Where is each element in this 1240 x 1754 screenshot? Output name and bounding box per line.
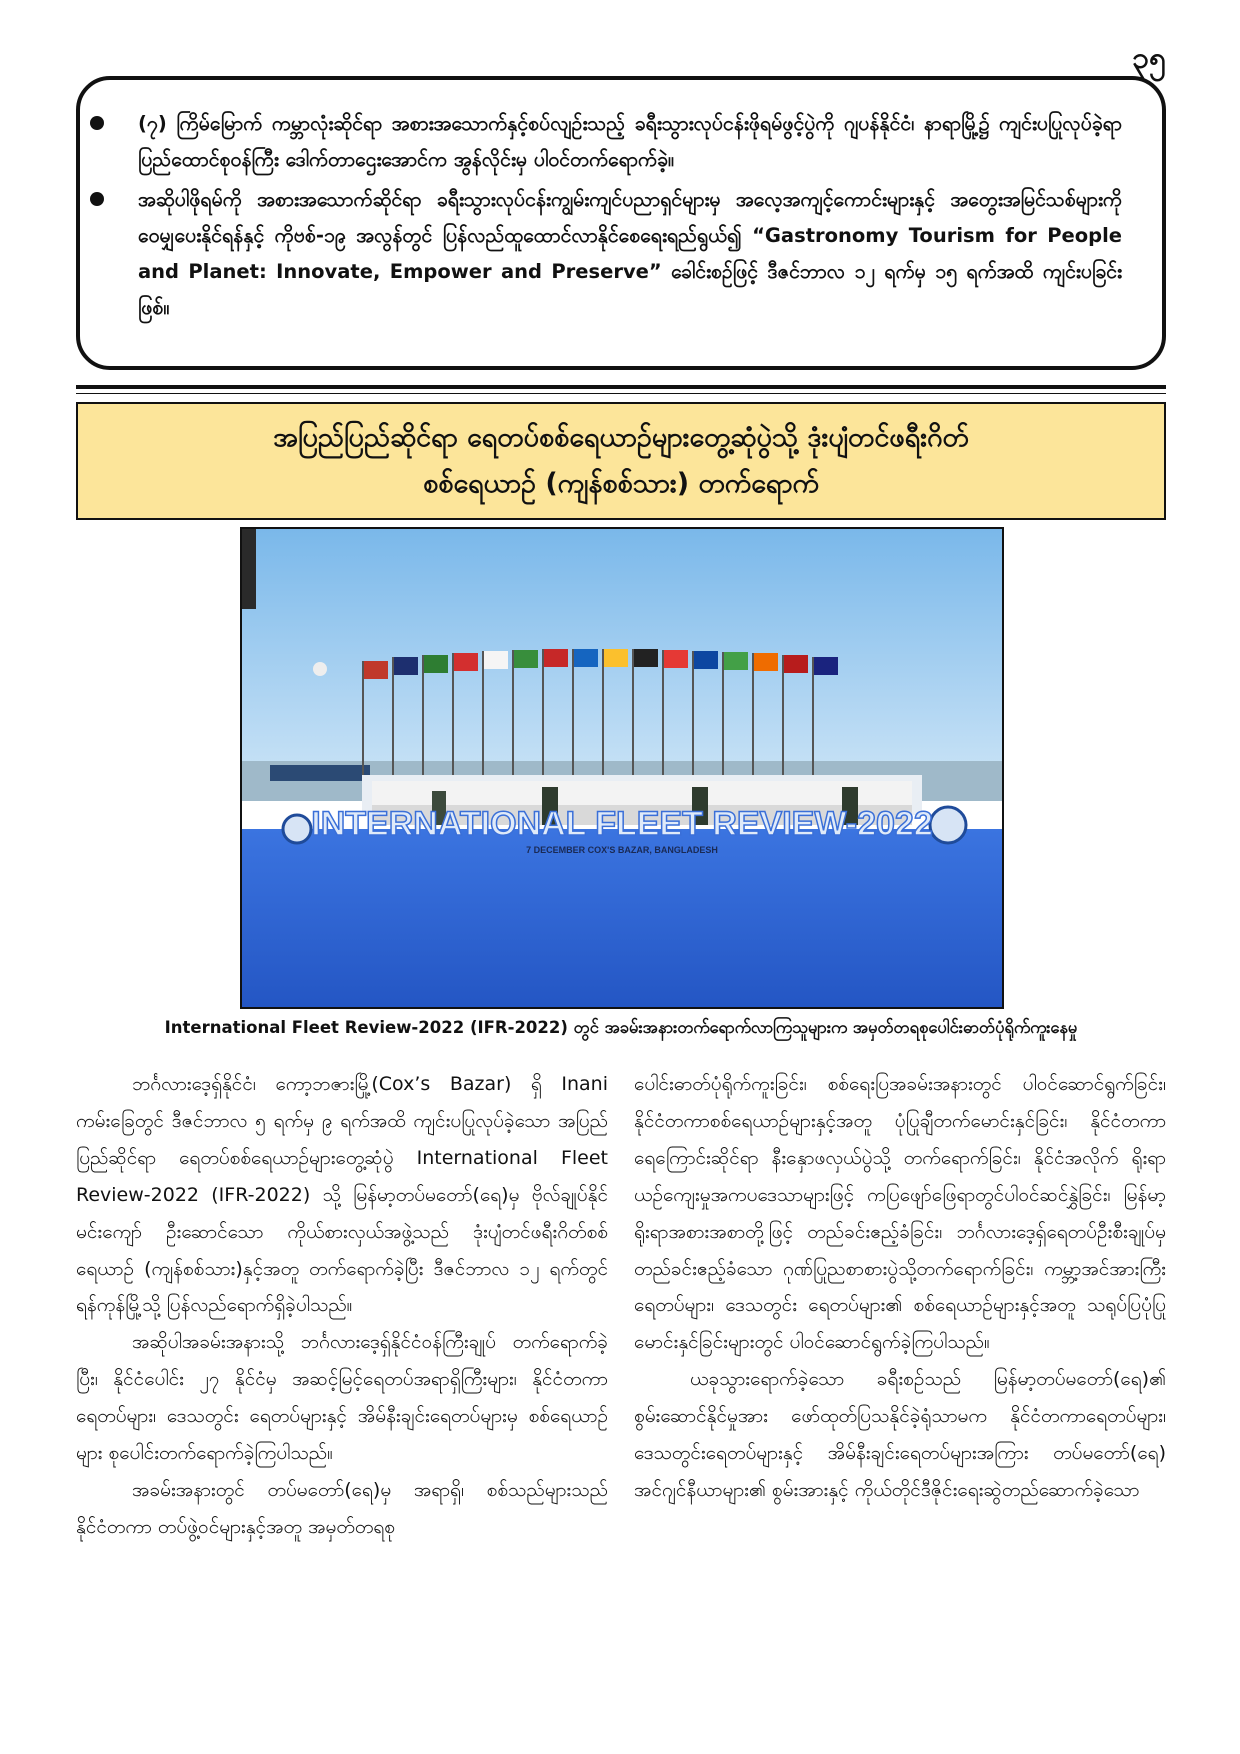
bullet-icon: [90, 192, 104, 206]
article-paragraph: ဘင်္ဂလားဒေ့ရှ်နိုင်ငံ၊ ကော့ဘဇားမြို့(Cox’s Bazar) ရှိ Inani ကမ်းခြေတွင် ဒီဇင်ဘာလ ၅ ရက်မှ ၉ ရက်အထိ ကျင်းပပြုလုပ်ခဲ့သော အပြည်ပြည်ဆိုင်ရာ ရေတပ်စစ်ရေယာဉ်များတွေ့ဆုံပွဲ International Fleet Review-2022 (IFR-2022) သို့ မြန်မာ့တပ်မတော်(ရေ)မှ ဗိုလ်ချုပ်နိုင်မင်းကျော် ဦးဆောင်သော ကိုယ်စားလှယ်အဖွဲ့သည် ဒုံးပျံတင်ဖရီးဂိတ်စစ်ရေယာဉ် (ကျန်စစ်သား)နှင့်အတူ တက်ရောက်ခဲ့ပြီး ဒီဇင်ဘာလ ၁၂ ရက်တွင် ရန်ကုန်မြို့သို့ ပြန်လည်ရောက်ရှိခဲ့ပါသည်။: [76, 1073, 608, 1317]
bullet-text: အဆိုပါဖိုရမ်ကို အစားအသောက်ဆိုင်ရာ ခရီးသွားလုပ်ငန်းကျွမ်းကျင်ပညာရှင်များမှ အလေ့အကျင့်ကောင်းများနှင့် အတွေးအမြင်သစ်များကို ဝေမျှပေးနိုင်ရန်နှင့် ကိုဗစ်-၁၉ အလွန်တွင် ပြန်လည်ထူထောင်လာနိုင်စေရေးရည်ရွယ်၍ “Gastronomy Tourism for People and Planet: Innovate, Empower and Preserve” ခေါင်းစဉ်ဖြင့် ဒီဇင်ဘာလ ၁၂ ရက်မှ ၁၅ ရက်အထိ ကျင်းပခြင်းဖြစ်။: [138, 188, 1122, 319]
article-paragraph: ပေါင်းဓာတ်ပုံရိုက်ကူးခြင်း၊ စစ်ရေးပြအခမ်းအနားတွင် ပါဝင်ဆောင်ရွက်ခြင်း၊ နိုင်ငံတကာစစ်ရေယာဉ်များနှင့်အတူ ပုံပြုချီတက်မောင်းနှင်ခြင်း၊ နိုင်ငံတကာရေကြောင်းဆိုင်ရာ နီးနှောဖလှယ်ပွဲသို့ တက်ရောက်ခြင်း၊ နိုင်ငံအလိုက် ရိုးရာယဉ်ကျေးမှုအကပဒေသာများဖြင့် ကပြဖျော်ဖြေရာတွင်ပါဝင်ဆင်နွှဲခြင်း၊ မြန်မာ့ရိုးရာအစားအစာတို့ဖြင့် တည်ခင်းဧည့်ခံခြင်း၊ ဘင်္ဂလားဒေ့ရှ်ရေတပ်ဦးစီးချုပ်မှ တည်ခင်းဧည့်ခံသော ဂုဏ်ပြုညစာစားပွဲသို့တက်ရောက်ခြင်း၊ ကမ္ဘာ့အင်အားကြီးရေတပ်များ၊ ဒေသတွင်း ရေတပ်များ၏ စစ်ရေယာဉ်များနှင့်အတူ သရုပ်ပြပုံပြုမောင်းနှင်ခြင်းများတွင် ပါဝင်ဆောင်ရွက်ခဲ့ကြပါသည်။: [634, 1073, 1166, 1354]
banner-text: INTERNATIONAL FLEET REVIEW-2022: [311, 805, 933, 843]
left-stand: [270, 765, 370, 781]
bullet-item: [138, 106, 1122, 178]
bullet-item: [138, 182, 1122, 326]
camera-obstruction: [242, 529, 256, 609]
navy-emblem-right: [930, 807, 966, 843]
headline-box: [76, 402, 1166, 520]
divider-thin: [76, 393, 1166, 394]
navy-emblem-left: [283, 815, 311, 843]
divider-thick: [76, 385, 1166, 389]
bullet-icon: [90, 116, 104, 130]
info-box: [76, 76, 1166, 370]
balloon: [313, 662, 327, 676]
banner-subtext: 7 DECEMBER COX'S BAZAR, BANGLADESH: [526, 845, 718, 855]
article-paragraph: ယခုသွားရောက်ခဲ့သော ခရီးစဉ်သည် မြန်မာ့တပ်မတော်(ရေ)၏ စွမ်းဆောင်နိုင်မှုအား ဖော်ထုတ်ပြသနိုင်ခဲ့ရုံသာမက နိုင်ငံတကာရေတပ်များ၊ ဒေသတွင်းရေတပ်များနှင့် အိမ်နီးချင်းရေတပ်များအကြား တပ်မတော်(ရေ) အင်ဂျင်နီယာများ၏ စွမ်းအားနှင့် ကိုယ်တိုင်ဒီဇိုင်းရေးဆွဲတည်ဆောက်ခဲ့သော: [634, 1368, 1166, 1501]
article-column-right: [634, 1066, 1166, 1736]
blue-carpet: [242, 829, 1002, 1007]
photo-caption: International Fleet Review-2022 (IFR-2022) တွင် အခမ်းအနားတက်ရောက်လာကြသူများက အမှတ်တရစုပေါင်းဓာတ်ပုံရိုက်ကူးနေမှု: [164, 1018, 1078, 1037]
article-paragraph: အခမ်းအနားတွင် တပ်မတော်(ရေ)မှ အရာရှိ၊ စစ်သည်များသည် နိုင်ငံတကာ တပ်ဖွဲ့ဝင်များနှင့်အတူ အမှတ်တရစု: [76, 1478, 608, 1538]
event-photo: [240, 527, 1004, 1009]
bullet-text: (၇) ကြိမ်မြောက် ကမ္ဘာလုံးဆိုင်ရာ အစားအသောက်နှင့်စပ်လျဉ်းသည့် ခရီးသွားလုပ်ငန်းဖိုရမ်ဖွင့်ပွဲကို ဂျပန်နိုင်ငံ၊ နာရာမြို့၌ ကျင်းပပြုလုပ်ခဲ့ရာ ပြည်ထောင်စုဝန်ကြီး ဒေါက်တာဌေးအောင်က အွန်လိုင်းမှ ပါဝင်တက်ရောက်ခဲ့။: [138, 112, 1122, 171]
headline-line-2: စစ်ရေယာဉ် (ကျန်စစ်သား) တက်ရောက်: [423, 468, 819, 499]
article-column-left: [76, 1066, 608, 1736]
page-number: ၃၅: [1132, 41, 1166, 76]
headline-line-1: အပြည်ပြည်ဆိုင်ရာ ရေတပ်စစ်ရေယာဉ်များတွေ့ဆုံပွဲသို့ ဒုံးပျံတင်ဖရီးဂိတ်: [273, 422, 969, 453]
article-paragraph: အဆိုပါအခမ်းအနားသို့ ဘင်္ဂလားဒေ့ရှ်နိုင်ငံဝန်ကြီးချုပ် တက်ရောက်ခဲ့ပြီး၊ နိုင်ငံပေါင်း ၂၇ နိုင်ငံမှ အဆင့်မြင့်ရေတပ်အရာရှိကြီးများ၊ နိုင်ငံတကာရေတပ်များ၊ ဒေသတွင်း ရေတပ်များနှင့် အိမ်နီးချင်းရေတပ်များမှ စစ်ရေယာဉ်များ စုပေါင်းတက်ရောက်ခဲ့ကြပါသည်။: [76, 1331, 608, 1465]
